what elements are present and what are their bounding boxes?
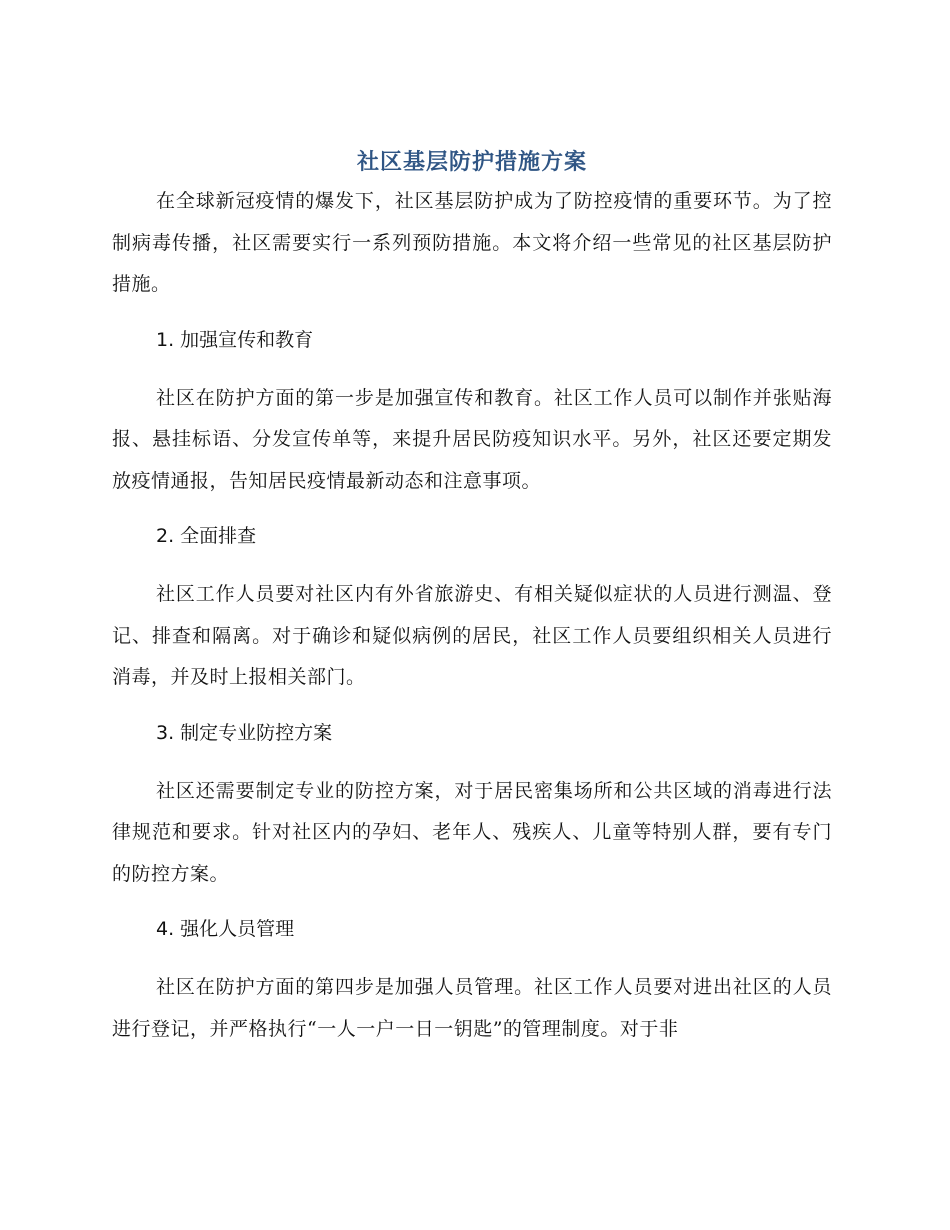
document-content <box>112 145 832 1050</box>
section-heading-2: 2. 全面排查 <box>156 525 257 547</box>
section-heading-4: 4. 强化人员管理 <box>156 918 295 940</box>
section-heading-1: 1. 加强宣传和教育 <box>156 328 314 351</box>
document-title: 社区基层防护措施方案 <box>356 150 587 175</box>
section-body-2: 社区工作人员要对社区内有外省旅游史、有相关疑似症状的人员进行测温、登记、排查和隔离。对于确诊和疑似病例的居民，社区工作人员要组织相关人员进行消毒，并及时上报相关部门。 <box>112 583 832 688</box>
section-body-4: 社区在防护方面的第四步是加强人员管理。社区工作人员要对进出社区的人员进行登记，并严格执行“一人一户一日一钥匙”的管理制度。对于非 <box>112 976 832 1040</box>
section-body-1: 社区在防护方面的第一步是加强宣传和教育。社区工作人员可以制作并张贴海报、悬挂标语、分发宣传单等，来提升居民防疫知识水平。另外，社区还要定期发放疫情通报，告知居民疫情最新动态和注意事项。 <box>112 386 832 492</box>
section-body-3: 社区还需要制定专业的防控方案，对于居民密集场所和公共区域的消毒进行法律规范和要求。针对社区内的孕妇、老年人、残疾人、儿童等特别人群，要有专门的防控方案。 <box>112 779 832 885</box>
section-heading-3: 3. 制定专业防控方案 <box>156 721 333 744</box>
intro-paragraph: 在全球新冠疫情的爆发下，社区基层防护成为了防控疫情的重要环节。为了控制病毒传播，社区需要实行一系列预防措施。本文将介绍一些常见的社区基层防护措施。 <box>112 190 832 295</box>
